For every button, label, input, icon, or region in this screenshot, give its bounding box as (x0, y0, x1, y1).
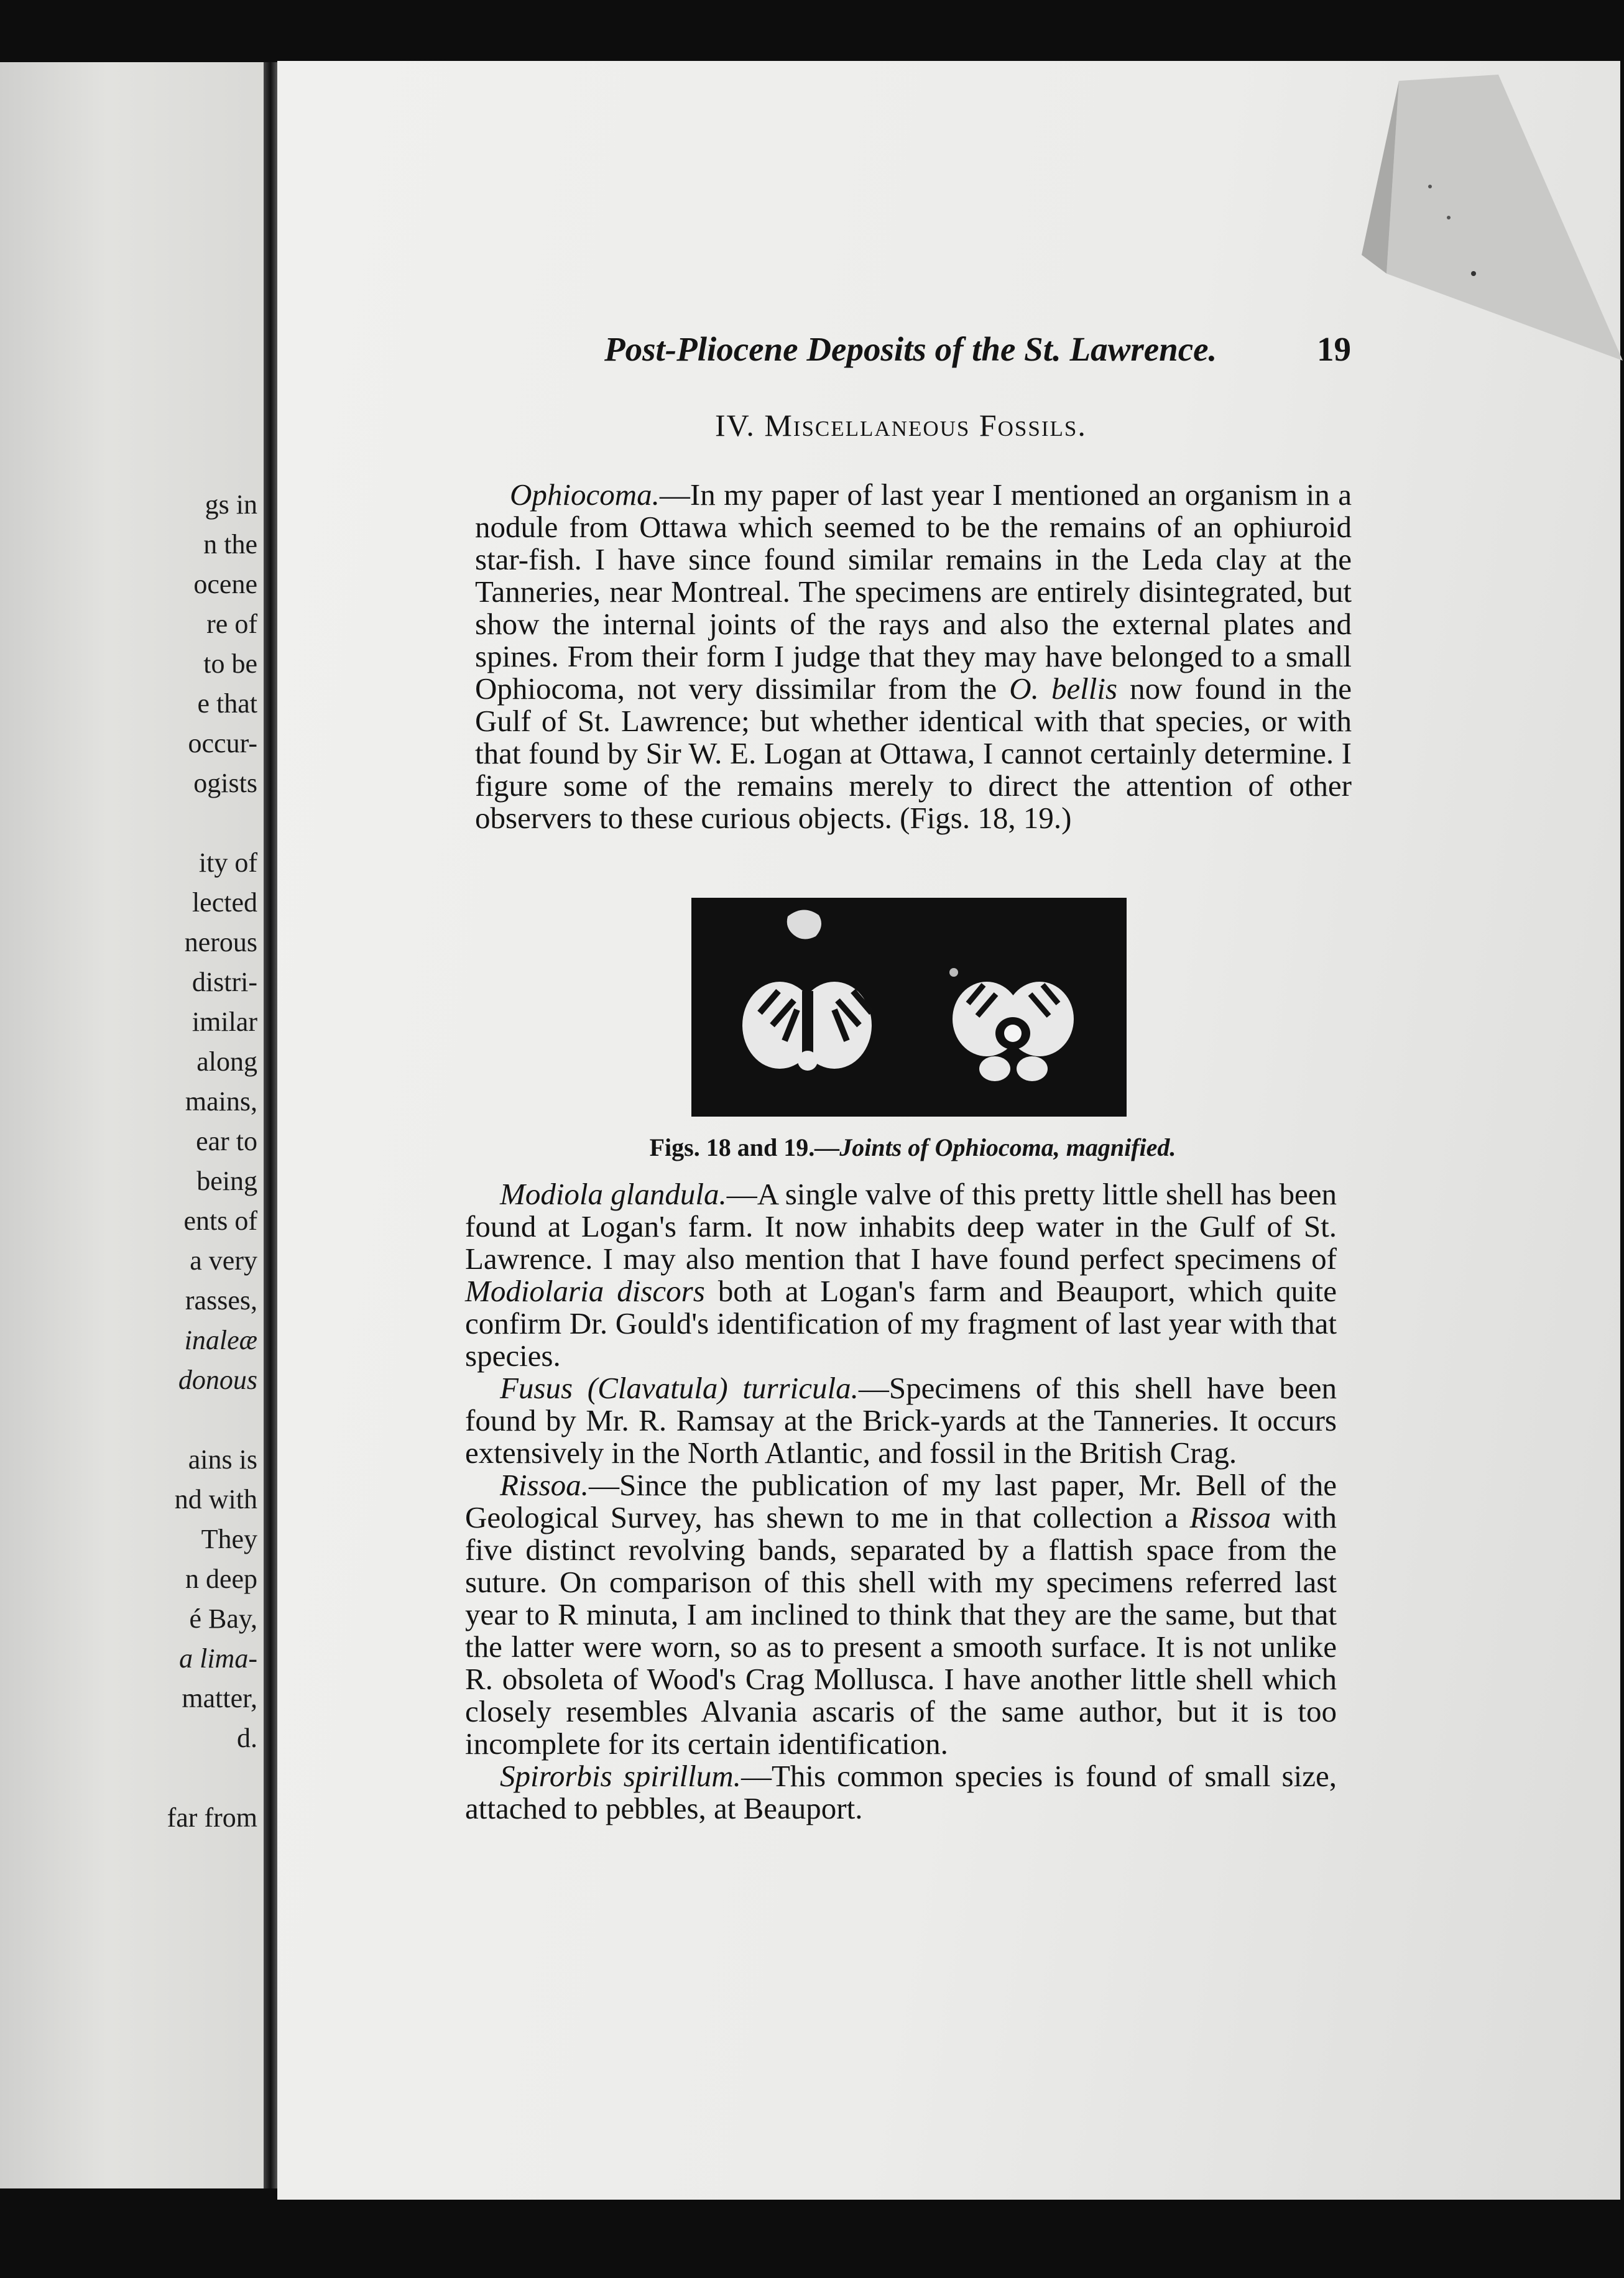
italic-term: Modiolaria discors (465, 1274, 705, 1308)
prev-page-line: matter, (182, 1683, 257, 1713)
italic-term: Rissoa (1189, 1500, 1271, 1534)
page-number: 19 (1317, 330, 1351, 368)
prev-page-line: to be (203, 648, 257, 679)
body-text-block-1 (475, 479, 1352, 834)
paragraph-text: —In my paper of last year I mentioned an organism in a nodule from Ottawa which seemed to be the remains of an ophiuroid star-fish. I have since found similar remains in the Leda clay at the Tanneries, near Montreal. The specimens are entirely disintegrated, but show the internal joints of the rays and also the external plates and spines. From their form I judge that they may have belonged to a small Ophiocoma, not very dissimilar from the (475, 477, 1352, 706)
fig-18-fragment (742, 910, 872, 1071)
prev-page-line: occur- (188, 728, 257, 759)
previous-page-text (0, 485, 261, 1838)
prev-page-line: n deep (185, 1564, 257, 1594)
prev-page-line: ains is (188, 1444, 257, 1475)
figure-caption-text: —Joints of Ophiocoma, magnified. (814, 1133, 1176, 1161)
prev-page-line: ogists (193, 768, 257, 798)
prev-page-line: gs in (205, 489, 257, 520)
prev-page-line: lected (191, 887, 257, 918)
prev-page-line: n the (203, 529, 257, 560)
prev-page-line: imilar (191, 1007, 257, 1037)
paragraph (465, 1469, 1337, 1760)
prev-page-line (0, 1400, 261, 1440)
prev-page-line: nerous (184, 927, 257, 957)
figure-caption (602, 1133, 1224, 1162)
paragraph (465, 1372, 1337, 1469)
prev-page-line: mains, (185, 1086, 257, 1117)
running-title: Post-Pliocene Deposits of the St. Lawrence. (604, 330, 1217, 368)
prev-page-line: inaleæ (184, 1325, 257, 1355)
species-name: Spirorbis spirillum. (500, 1759, 741, 1793)
body-text-block-2 (465, 1178, 1337, 1825)
prev-page-line (0, 1758, 261, 1798)
prev-page-line: along (196, 1046, 257, 1077)
figure-ophiocoma-joints (691, 898, 1127, 1117)
prev-page-line: re of (206, 609, 257, 639)
section-numeral: IV. (715, 408, 755, 443)
paragraph-text-cont: with five distinct revolving bands, separated by a flattish space from the suture. On comparison of this shell with my specimens referred last year to R minuta, I am inclined to think that they are the same, but that the latter were worn, so as to present a smooth surface. It is not unlike R. obsoleta of Wood's Crag Mollusca. I have another little shell which closely resembles Alvania ascaris of the same author, but it is too incomplete for its certain identification. (465, 1500, 1337, 1761)
binding-gutter (264, 62, 277, 2188)
paragraph-text: —Specimens of this shell have been found by Mr. R. Ramsay at the Brick-yards at the Tanneries. It occurs extensively in the North Atlantic, and fossil in the British Crag. (465, 1371, 1337, 1470)
fossil-illustration (691, 898, 1127, 1117)
fig-19-fragment (949, 968, 1074, 1081)
paragraph-text-cont: now found in the Gulf of St. Lawrence; but whether identical with that species, or with that found by Sir W. E. Logan at Ottawa, I cannot certainly determine. I figure some of the remains merely to direct the attention of other observers to these curious objects. (Figs. 18, 19.) (475, 671, 1352, 835)
prev-page-line: being (196, 1166, 257, 1196)
prev-page-line: é Bay, (189, 1603, 257, 1634)
paragraph-text: —Since the publication of my last paper, Mr. Bell of the Geological Survey, has shewn to me in that collection a (465, 1468, 1337, 1534)
prev-page-line: a very (190, 1245, 257, 1276)
prev-page-line: far from (167, 1802, 257, 1833)
paragraph (465, 1178, 1337, 1372)
italic-term: O. bellis (1009, 671, 1118, 706)
section-title: Miscellaneous Fossils. (764, 408, 1087, 443)
prev-page-line (0, 803, 261, 843)
prev-page-line: ear to (196, 1126, 257, 1156)
paragraph (475, 479, 1352, 834)
species-name: Fusus (Clavatula) turricula. (500, 1371, 859, 1405)
figure-caption-label: Figs. 18 and 19. (649, 1133, 815, 1161)
paragraph (465, 1760, 1337, 1825)
paragraph-text-cont: both at Logan's farm and Beauport, which quite confirm Dr. Gould's identification of my fragment of last year with that species. (465, 1274, 1337, 1373)
prev-page-line: d. (237, 1723, 257, 1753)
prev-page-line: ents of (183, 1206, 257, 1236)
paragraph-text: —This common species is found of small size, attached to pebbles, at Beauport. (465, 1759, 1337, 1825)
prev-page-line: ity of (198, 847, 257, 878)
prev-page-line: e that (197, 688, 257, 719)
prev-page-line: They (201, 1524, 257, 1554)
paragraph-text: —A single valve of this pretty little shell has been found at Logan's farm. It now inhabits deep water in the Gulf of St. Lawrence. I may also mention that I have found perfect specimens of (465, 1177, 1337, 1276)
folded-corner (1349, 68, 1623, 367)
prev-page-line: distri- (191, 967, 257, 997)
species-name: Rissoa. (500, 1468, 589, 1502)
prev-page-line: ocene (193, 569, 257, 599)
current-page (277, 61, 1620, 2200)
species-name: Modiola glandula. (500, 1177, 727, 1211)
prev-page-line: nd with (174, 1484, 257, 1515)
prev-page-line: donous (178, 1365, 257, 1395)
species-name: Ophiocoma. (510, 477, 660, 512)
prev-page-line: rasses, (185, 1285, 257, 1316)
prev-page-line: a lima- (179, 1643, 257, 1674)
section-heading (715, 407, 1087, 443)
